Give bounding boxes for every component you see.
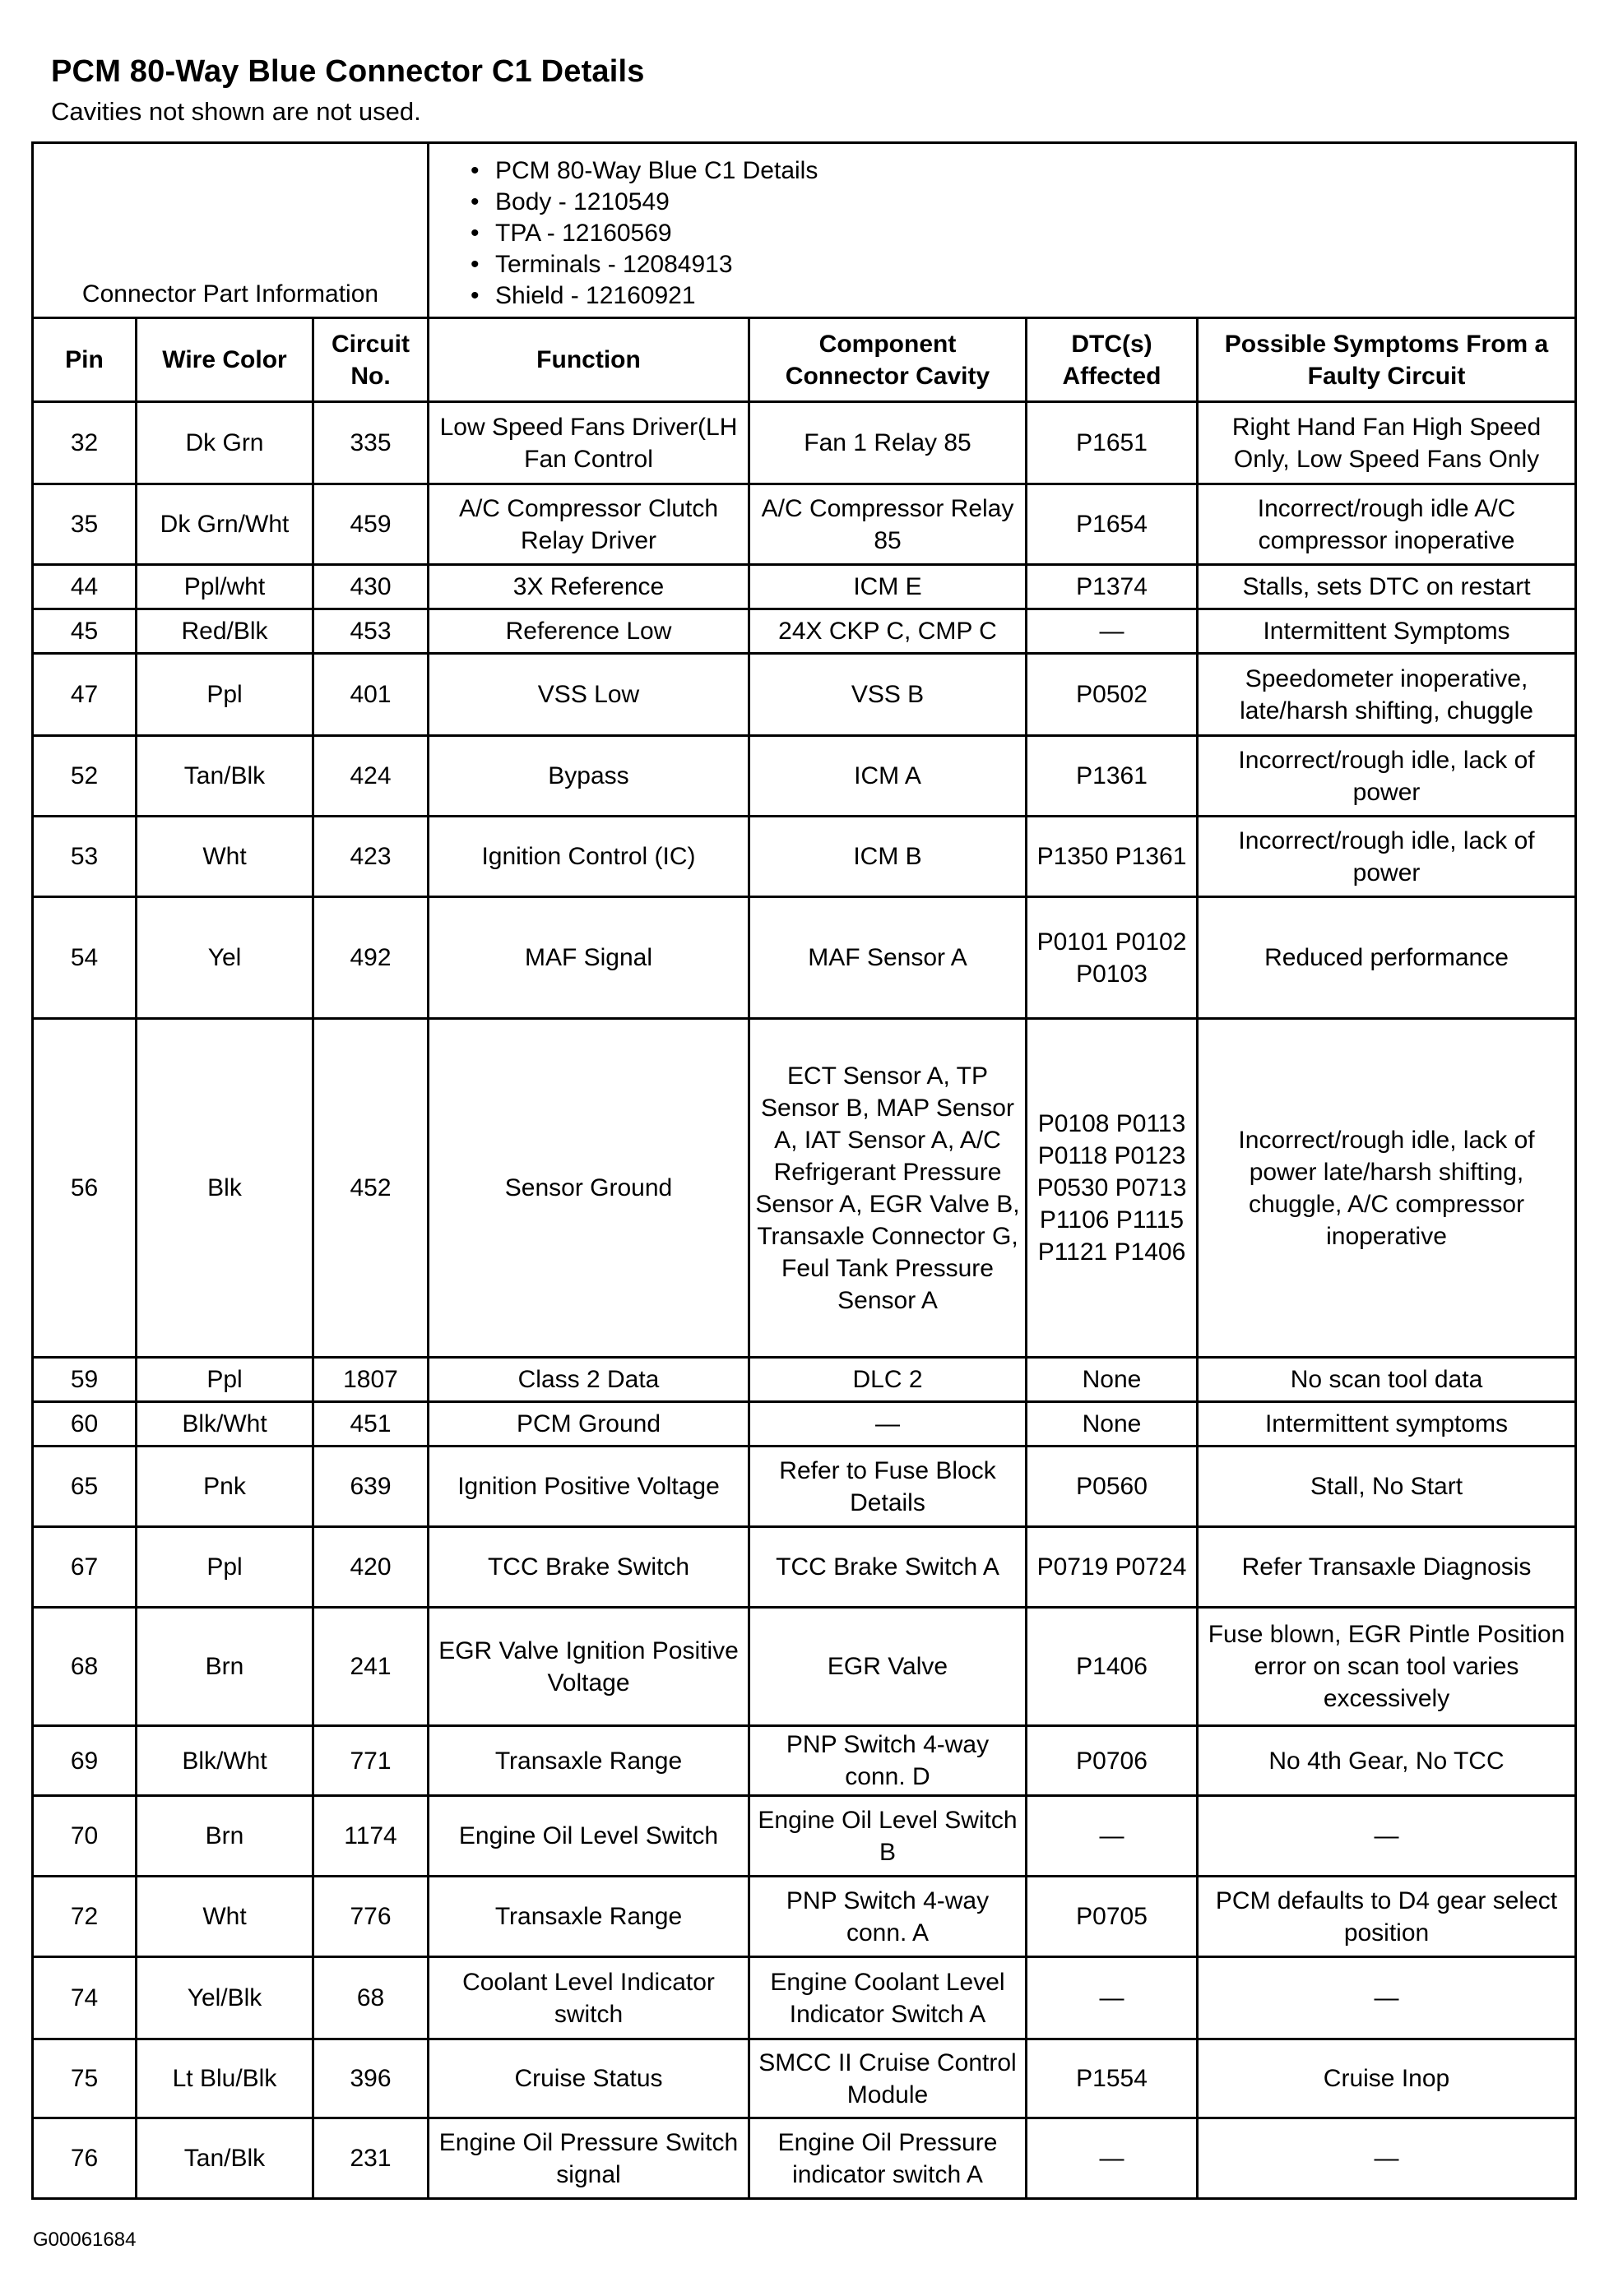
circuit-cell: 430 [313, 565, 429, 609]
symptoms-cell: Right Hand Fan High Speed Only, Low Speed Fans Only [1198, 402, 1576, 484]
header-pin: Pin [33, 318, 137, 402]
component-cell: ICM B [749, 817, 1027, 897]
wire-color-cell: Ppl [137, 654, 313, 736]
circuit-cell: 420 [313, 1527, 429, 1608]
function-cell: Ignition Control (IC) [429, 817, 749, 897]
circuit-cell: 68 [313, 1957, 429, 2039]
dtc-cell: None [1027, 1358, 1198, 1402]
wire-color-cell: Brn [137, 1608, 313, 1726]
dtc-cell: — [1027, 1957, 1198, 2039]
table-row [33, 1608, 1576, 1726]
pin-cell: 70 [33, 1796, 137, 1877]
pin-cell: 76 [33, 2118, 137, 2199]
table-row [33, 565, 1576, 609]
wire-color-cell: Red/Blk [137, 609, 313, 654]
figure-id: G00061684 [33, 2229, 137, 2251]
symptoms-cell: — [1198, 1957, 1576, 2039]
table-row [33, 1358, 1576, 1402]
component-cell: ICM E [749, 565, 1027, 609]
pin-cell: 44 [33, 565, 137, 609]
symptoms-cell: Incorrect/rough idle, lack of power [1198, 817, 1576, 897]
pin-cell: 59 [33, 1358, 137, 1402]
wire-color-cell: Blk [137, 1019, 313, 1358]
pin-cell: 47 [33, 654, 137, 736]
function-cell: Transaxle Range [429, 1877, 749, 1957]
table-row [33, 1447, 1576, 1527]
pin-cell: 69 [33, 1726, 137, 1796]
component-cell: TCC Brake Switch A [749, 1527, 1027, 1608]
component-cell: MAF Sensor A [749, 897, 1027, 1019]
symptoms-cell: No 4th Gear, No TCC [1198, 1726, 1576, 1796]
table-row [33, 484, 1576, 565]
wire-color-cell: Brn [137, 1796, 313, 1877]
symptoms-cell: Incorrect/rough idle, lack of power [1198, 736, 1576, 817]
connector-table [31, 141, 1577, 2200]
dtc-cell: P0706 [1027, 1726, 1198, 1796]
dtc-cell: P0560 [1027, 1447, 1198, 1527]
circuit-cell: 231 [313, 2118, 429, 2199]
symptoms-cell: Incorrect/rough idle, lack of power late/harsh shifting, chuggle, A/C compressor inoperative [1198, 1019, 1576, 1358]
table-row [33, 897, 1576, 1019]
table-row [33, 2118, 1576, 2199]
table-row [33, 817, 1576, 897]
table-row [33, 2039, 1576, 2118]
function-cell: Transaxle Range [429, 1726, 749, 1796]
pin-cell: 35 [33, 484, 137, 565]
circuit-cell: 451 [313, 1402, 429, 1447]
wire-color-cell: Pnk [137, 1447, 313, 1527]
dtc-cell: — [1027, 609, 1198, 654]
wire-color-cell: Wht [137, 817, 313, 897]
component-cell: 24X CKP C, CMP C [749, 609, 1027, 654]
table-row [33, 654, 1576, 736]
function-cell: PCM Ground [429, 1402, 749, 1447]
function-cell: Engine Oil Pressure Switch signal [429, 2118, 749, 2199]
symptoms-cell: Speedometer inoperative, late/harsh shifting, chuggle [1198, 654, 1576, 736]
function-cell: EGR Valve Ignition Positive Voltage [429, 1608, 749, 1726]
header-component: Component Connector Cavity [749, 318, 1027, 402]
dtc-cell: P1651 [1027, 402, 1198, 484]
circuit-cell: 639 [313, 1447, 429, 1527]
pin-cell: 54 [33, 897, 137, 1019]
dtc-cell: P1350 P1361 [1027, 817, 1198, 897]
pin-cell: 52 [33, 736, 137, 817]
symptoms-cell: — [1198, 1796, 1576, 1877]
function-cell: Low Speed Fans Driver(LH Fan Control [429, 402, 749, 484]
wire-color-cell: Wht [137, 1877, 313, 1957]
wire-color-cell: Yel [137, 897, 313, 1019]
header-row [33, 318, 1576, 402]
function-cell: 3X Reference [429, 565, 749, 609]
symptoms-cell: — [1198, 2118, 1576, 2199]
header-circuit: Circuit No. [313, 318, 429, 402]
dtc-cell: — [1027, 2118, 1198, 2199]
circuit-cell: 1807 [313, 1358, 429, 1402]
table-row [33, 1957, 1576, 2039]
dtc-cell: — [1027, 1796, 1198, 1877]
symptoms-cell: Refer Transaxle Diagnosis [1198, 1527, 1576, 1608]
pin-cell: 53 [33, 817, 137, 897]
wire-color-cell: Tan/Blk [137, 2118, 313, 2199]
connector-info-item: • Shield - 12160921 [471, 280, 1566, 312]
wire-color-cell: Blk/Wht [137, 1726, 313, 1796]
wire-color-cell: Blk/Wht [137, 1402, 313, 1447]
wire-color-cell: Lt Blu/Blk [137, 2039, 313, 2118]
table-row [33, 736, 1576, 817]
dtc-cell: P0108 P0113 P0118 P0123 P0530 P0713 P1106 P1115 P1121 P1406 [1027, 1019, 1198, 1358]
table-row [33, 1877, 1576, 1957]
pin-cell: 72 [33, 1877, 137, 1957]
component-cell: — [749, 1402, 1027, 1447]
dtc-cell: P0101 P0102 P0103 [1027, 897, 1198, 1019]
table-row [33, 1019, 1576, 1358]
function-cell: Ignition Positive Voltage [429, 1447, 749, 1527]
symptoms-cell: Intermittent Symptoms [1198, 609, 1576, 654]
component-cell: PNP Switch 4-way conn. A [749, 1877, 1027, 1957]
wire-color-cell: Ppl [137, 1358, 313, 1402]
dtc-cell: P0705 [1027, 1877, 1198, 1957]
circuit-cell: 453 [313, 609, 429, 654]
circuit-cell: 401 [313, 654, 429, 736]
pin-cell: 56 [33, 1019, 137, 1358]
function-cell: Class 2 Data [429, 1358, 749, 1402]
symptoms-cell: Stalls, sets DTC on restart [1198, 565, 1576, 609]
circuit-cell: 335 [313, 402, 429, 484]
dtc-cell: None [1027, 1402, 1198, 1447]
circuit-cell: 459 [313, 484, 429, 565]
pin-cell: 32 [33, 402, 137, 484]
page-title: PCM 80-Way Blue Connector C1 Details [51, 54, 645, 89]
component-cell: A/C Compressor Relay 85 [749, 484, 1027, 565]
dtc-cell: P1554 [1027, 2039, 1198, 2118]
component-cell: Engine Oil Level Switch B [749, 1796, 1027, 1877]
component-cell: Engine Coolant Level Indicator Switch A [749, 1957, 1027, 2039]
pin-cell: 67 [33, 1527, 137, 1608]
circuit-cell: 424 [313, 736, 429, 817]
component-cell: SMCC II Cruise Control Module [749, 2039, 1027, 2118]
circuit-cell: 771 [313, 1726, 429, 1796]
header-wire-color: Wire Color [137, 318, 313, 402]
symptoms-cell: Incorrect/rough idle A/C compressor inoperative [1198, 484, 1576, 565]
connector-info-label: Connector Part Information [33, 143, 429, 318]
table-row [33, 1796, 1576, 1877]
circuit-cell: 423 [313, 817, 429, 897]
header-symptoms: Possible Symptoms From a Faulty Circuit [1198, 318, 1576, 402]
connector-info-item: • TPA - 12160569 [471, 218, 1566, 249]
connector-info-list [429, 143, 1576, 318]
circuit-cell: 492 [313, 897, 429, 1019]
function-cell: Coolant Level Indicator switch [429, 1957, 749, 2039]
symptoms-cell: Reduced performance [1198, 897, 1576, 1019]
pin-cell: 68 [33, 1608, 137, 1726]
wire-color-cell: Yel/Blk [137, 1957, 313, 2039]
page-subtitle: Cavities not shown are not used. [51, 97, 421, 126]
header-function: Function [429, 318, 749, 402]
symptoms-cell: Intermittent symptoms [1198, 1402, 1576, 1447]
function-cell: Reference Low [429, 609, 749, 654]
connector-info-item: • PCM 80-Way Blue C1 Details [471, 155, 1566, 187]
wire-color-cell: Dk Grn [137, 402, 313, 484]
function-cell: VSS Low [429, 654, 749, 736]
pin-cell: 60 [33, 1402, 137, 1447]
connector-info-item: • Terminals - 12084913 [471, 249, 1566, 280]
circuit-cell: 1174 [313, 1796, 429, 1877]
pin-cell: 75 [33, 2039, 137, 2118]
dtc-cell: P0719 P0724 [1027, 1527, 1198, 1608]
table-row [33, 1527, 1576, 1608]
function-cell: MAF Signal [429, 897, 749, 1019]
table-row [33, 609, 1576, 654]
component-cell: VSS B [749, 654, 1027, 736]
symptoms-cell: Fuse blown, EGR Pintle Position error on scan tool varies excessively [1198, 1608, 1576, 1726]
circuit-cell: 396 [313, 2039, 429, 2118]
dtc-cell: P1374 [1027, 565, 1198, 609]
component-cell: ECT Sensor A, TP Sensor B, MAP Sensor A, IAT Sensor A, A/C Refrigerant Pressure Sensor A, EGR Valve B, Transaxle Connector G, Feul Tank Pressure Sensor A [749, 1019, 1027, 1358]
table-row [33, 402, 1576, 484]
component-cell: PNP Switch 4-way conn. D [749, 1726, 1027, 1796]
symptoms-cell: Stall, No Start [1198, 1447, 1576, 1527]
dtc-cell: P0502 [1027, 654, 1198, 736]
function-cell: A/C Compressor Clutch Relay Driver [429, 484, 749, 565]
wire-color-cell: Ppl [137, 1527, 313, 1608]
component-cell: Engine Oil Pressure indicator switch A [749, 2118, 1027, 2199]
wire-color-cell: Ppl/wht [137, 565, 313, 609]
circuit-cell: 776 [313, 1877, 429, 1957]
component-cell: EGR Valve [749, 1608, 1027, 1726]
wire-color-cell: Tan/Blk [137, 736, 313, 817]
dtc-cell: P1654 [1027, 484, 1198, 565]
pin-cell: 74 [33, 1957, 137, 2039]
symptoms-cell: PCM defaults to D4 gear select position [1198, 1877, 1576, 1957]
pin-cell: 45 [33, 609, 137, 654]
component-cell: ICM A [749, 736, 1027, 817]
function-cell: Sensor Ground [429, 1019, 749, 1358]
symptoms-cell: No scan tool data [1198, 1358, 1576, 1402]
dtc-cell: P1361 [1027, 736, 1198, 817]
table-row [33, 1726, 1576, 1796]
function-cell: Cruise Status [429, 2039, 749, 2118]
pin-cell: 65 [33, 1447, 137, 1527]
symptoms-cell: Cruise Inop [1198, 2039, 1576, 2118]
dtc-cell: P1406 [1027, 1608, 1198, 1726]
table-row [33, 1402, 1576, 1447]
circuit-cell: 241 [313, 1608, 429, 1726]
component-cell: Fan 1 Relay 85 [749, 402, 1027, 484]
function-cell: Engine Oil Level Switch [429, 1796, 749, 1877]
connector-info-item: • Body - 1210549 [471, 187, 1566, 218]
connector-info-row [33, 143, 1576, 318]
circuit-cell: 452 [313, 1019, 429, 1358]
component-cell: DLC 2 [749, 1358, 1027, 1402]
wire-color-cell: Dk Grn/Wht [137, 484, 313, 565]
header-dtc: DTC(s) Affected [1027, 318, 1198, 402]
function-cell: Bypass [429, 736, 749, 817]
component-cell: Refer to Fuse Block Details [749, 1447, 1027, 1527]
function-cell: TCC Brake Switch [429, 1527, 749, 1608]
